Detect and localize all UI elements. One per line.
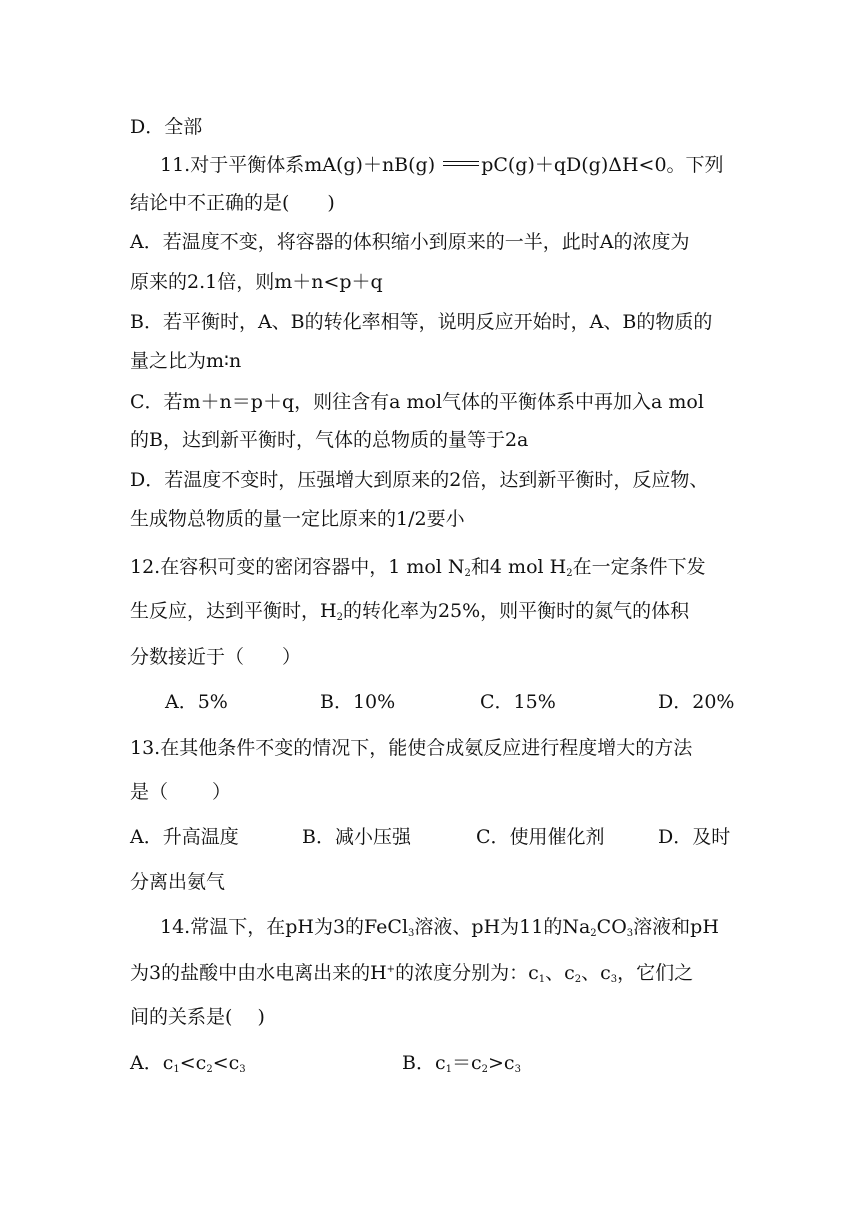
- q12-stem-line-1: 12.在容积可变的密闭容器中，1 mol $N_2$和4 mol $H_2$在一定条件下发: [130, 556, 706, 579]
- q13-option-a: A．升高温度: [130, 826, 239, 848]
- q11-option-d-line-2: 生成物总物质的量一定比原来的1/2要小: [130, 508, 465, 530]
- q14-stem-line-1: 14.常温下，在pH为3的FeCl$_3$溶液、pH为11的$Na_2CO_3$溶液和pH: [160, 916, 719, 939]
- q11-stem-line-1: 11.对于平衡体系mA(g)＋nB(g) pC(g)＋qD(g)ΔH<0。下列: [160, 154, 724, 176]
- q12-option-d: D．20%: [658, 691, 735, 713]
- q13-option-d: D．及时: [658, 826, 731, 848]
- q12-option-a: A．5%: [165, 691, 228, 713]
- q12-option-b: B．10%: [320, 691, 396, 713]
- q14-stem-line-3: 间的关系是( ): [130, 1006, 265, 1028]
- q13-option-c: C．使用催化剂: [476, 826, 605, 848]
- q11-stem-line-2: 结论中不正确的是( ): [130, 192, 335, 214]
- option-d-all: D．全部: [130, 116, 203, 138]
- q11-option-c-line-1: C．若m＋n＝p＋q，则往含有a mol气体的平衡体系中再加入a mol: [130, 391, 704, 413]
- q14-option-b: B．$c_1=c_2>c_3$: [402, 1052, 521, 1075]
- q12-option-c: C．15%: [480, 691, 556, 713]
- q14-option-a: A．$c_1<c_2<c_3$: [130, 1052, 246, 1075]
- q12-stem-line-2: 生反应，达到平衡时，$H_2$的转化率为25%，则平衡时的氮气的体积: [130, 600, 690, 623]
- q13-stem-line-1: 13.在其他条件不变的情况下，能使合成氨反应进行程度增大的方法: [130, 737, 693, 759]
- q11-option-a-line-2: 原来的2.1倍，则m＋n<p＋q: [130, 271, 383, 293]
- equilibrium-arrow-icon: [443, 159, 479, 169]
- q11-option-b-line-2: 量之比为m∶n: [130, 350, 242, 372]
- q11-option-a-line-1: A．若温度不变，将容器的体积缩小到原来的一半，此时A的浓度为: [130, 231, 690, 253]
- q11-option-b-line-1: B．若平衡时，A、B的转化率相等，说明反应开始时，A、B的物质的: [130, 311, 713, 333]
- q11-option-c-line-2: 的B，达到新平衡时，气体的总物质的量等于2a: [130, 429, 529, 451]
- q13-option-d-continued: 分离出氨气: [130, 871, 226, 893]
- q14-stem-line-2: 为3的盐酸中由水电离出来的H+的浓度分别为：$c_1$、$c_2$、$c_3$，它们之: [130, 962, 694, 985]
- q13-option-b: B．减小压强: [302, 826, 411, 848]
- q13-stem-line-2: 是（ ）: [130, 781, 232, 803]
- q12-stem-line-3: 分数接近于（ ）: [130, 646, 302, 668]
- q11-option-d-line-1: D．若温度不变时，压强增大到原来的2倍，达到新平衡时，反应物、: [130, 469, 709, 491]
